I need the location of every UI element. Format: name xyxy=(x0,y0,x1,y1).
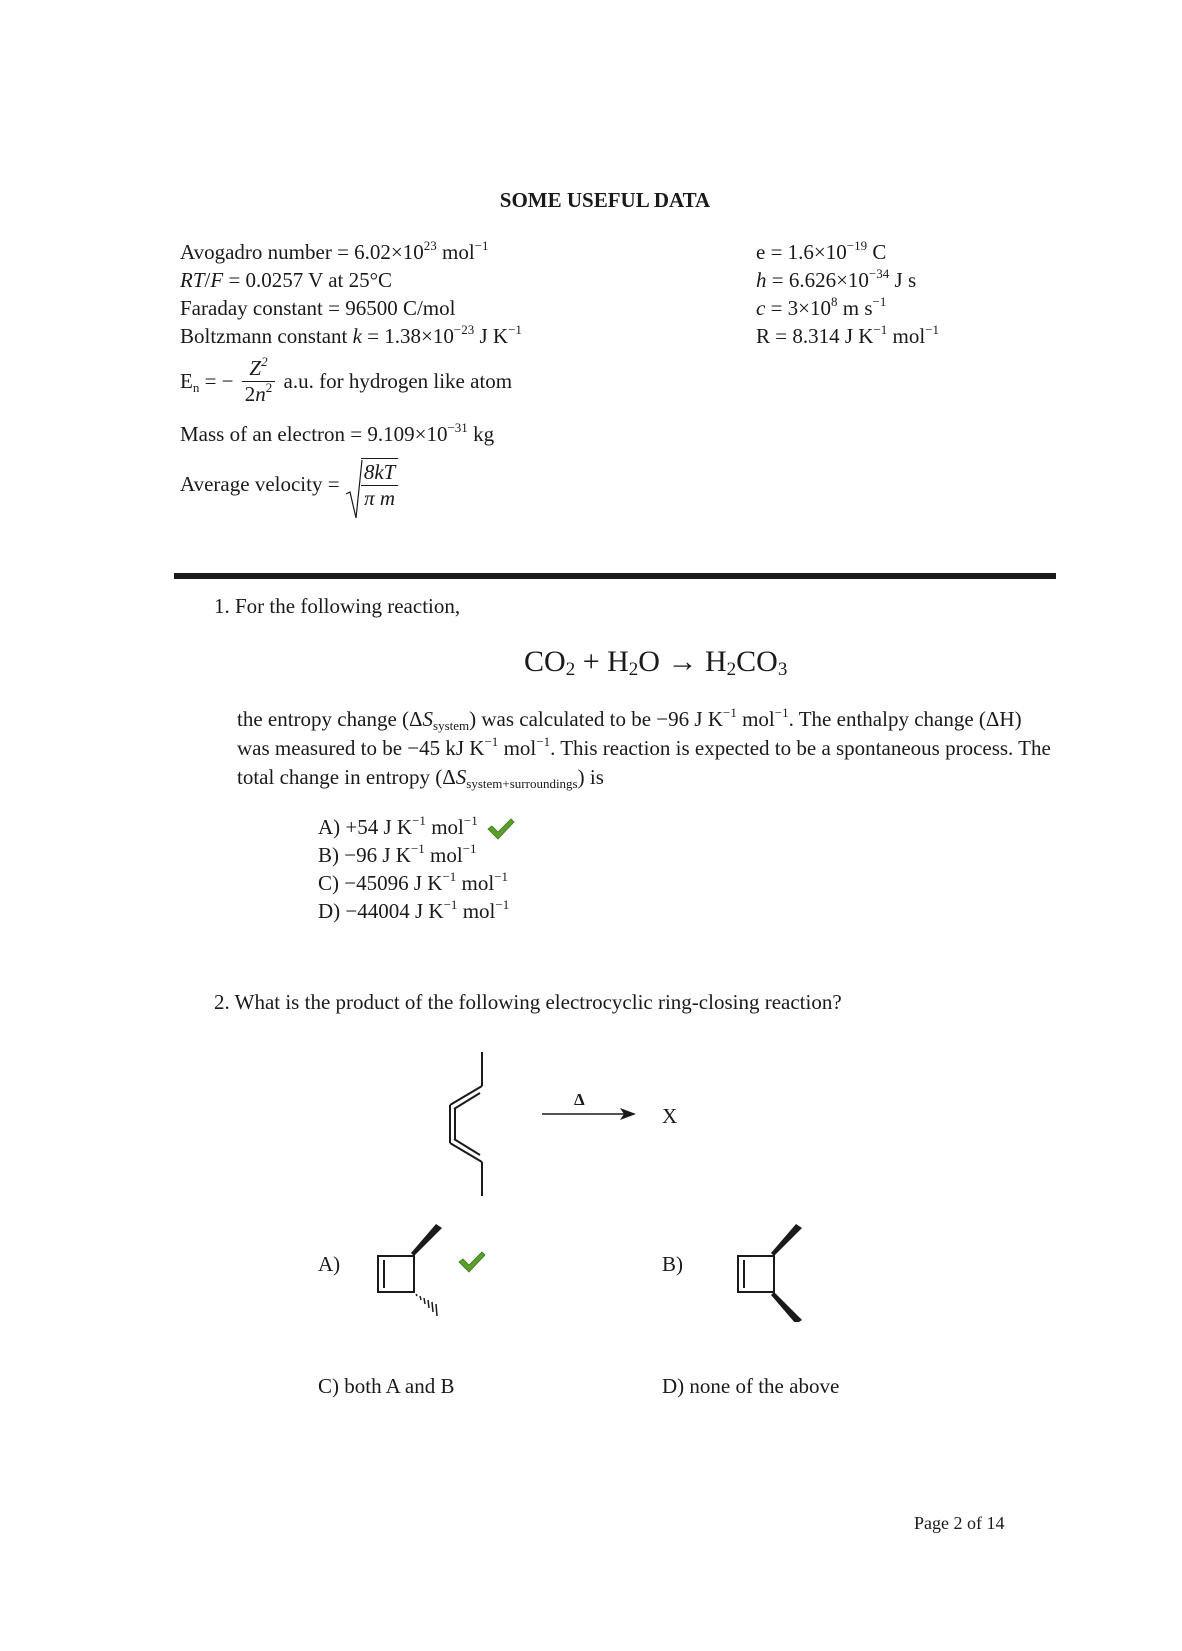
q2-option-b-label[interactable]: B) xyxy=(662,1252,683,1276)
faraday-constant: Faraday constant = 96500 C/mol xyxy=(180,296,456,320)
average-velocity-formula: Average velocity = $\frac{8kT}{\text{π m}}$ xyxy=(180,458,398,511)
reaction-arrow xyxy=(540,1090,640,1124)
section-divider xyxy=(174,573,1056,579)
check-mark-icon xyxy=(487,818,515,840)
rt-over-f: RT/F = 0.0257 V at 25°C xyxy=(180,268,392,292)
page-title: SOME USEFUL DATA xyxy=(499,188,711,212)
speed-of-light: $c = 3\times 10^8$ m $s^{-1}$ xyxy=(756,294,887,320)
cyclobutene-trans-structure xyxy=(370,1224,460,1322)
q1-option-a[interactable]: A) +54 J $K^{-1}$ mol$^{-1}$ xyxy=(318,813,515,842)
boltzmann-constant: Boltzmann constant $k = 1.38\times 10^{-23}$ J $K^{-1}$ xyxy=(180,322,522,348)
heat-symbol: Δ xyxy=(574,1090,585,1109)
q1-option-c[interactable]: C) −45096 J $K^{-1}$ mol$^{-1}$ xyxy=(318,869,509,895)
sqrt-sign xyxy=(345,458,363,520)
q2-option-c[interactable]: C) both A and B xyxy=(318,1374,455,1398)
q1-option-b[interactable]: B) −96 J $K^{-1}$ mol$^{-1}$ xyxy=(318,841,477,867)
page-number: Page 2 of 14 xyxy=(914,1513,1005,1533)
q1-stem: 1. For the following reaction, xyxy=(214,594,461,618)
q2-option-a-label[interactable]: A) xyxy=(318,1252,341,1276)
hexatriene-structure xyxy=(440,1050,500,1200)
q2-stem: 2. What is the product of the following electrocyclic ring-closing reaction? xyxy=(214,990,842,1014)
gas-constant: R = 8.314 J $K^{-1}$ mol$^{-1}$ xyxy=(756,322,940,348)
avogadro-constant: Avogadro number = $6.02\times 10^{23}$ mol$^{-1}$ xyxy=(180,238,489,264)
energy-level-formula: $E_n$ = − $\frac{Z^2}{2n^2}$ a.u. for hydrogen like atom xyxy=(180,354,513,406)
planck-constant: $h = 6.626\times 10^{-34}$ J s xyxy=(756,266,917,292)
q1-equation: $CO_2 + H_2O \to H_2CO_3$ xyxy=(524,645,788,680)
elementary-charge: $e = 1.6\times 10^{-19}$ C xyxy=(756,238,887,264)
product-x: X xyxy=(662,1104,678,1128)
cyclobutene-cis-structure xyxy=(730,1224,820,1322)
q1-option-d[interactable]: D) −44004 J $K^{-1}$ mol$^{-1}$ xyxy=(318,897,510,923)
electron-mass: Mass of an electron = $9.109\times 10^{-31}$ kg xyxy=(180,420,495,446)
q1-paragraph: the entropy change $(\Delta S_{system})$ was calculated to be −96 J $K^{-1}$ mol$^{-1}$. The enthalpy change (ΔH) was measured to be −45 kJ $K^{-1}$ mol$^{-1}$. This reaction is expected to be a spontaneous process. The total change in entropy $(\Delta S_{system+surroundings})$ is xyxy=(237,705,1051,791)
check-mark-icon xyxy=(458,1250,486,1274)
q2-option-d[interactable]: D) none of the above xyxy=(662,1374,840,1398)
